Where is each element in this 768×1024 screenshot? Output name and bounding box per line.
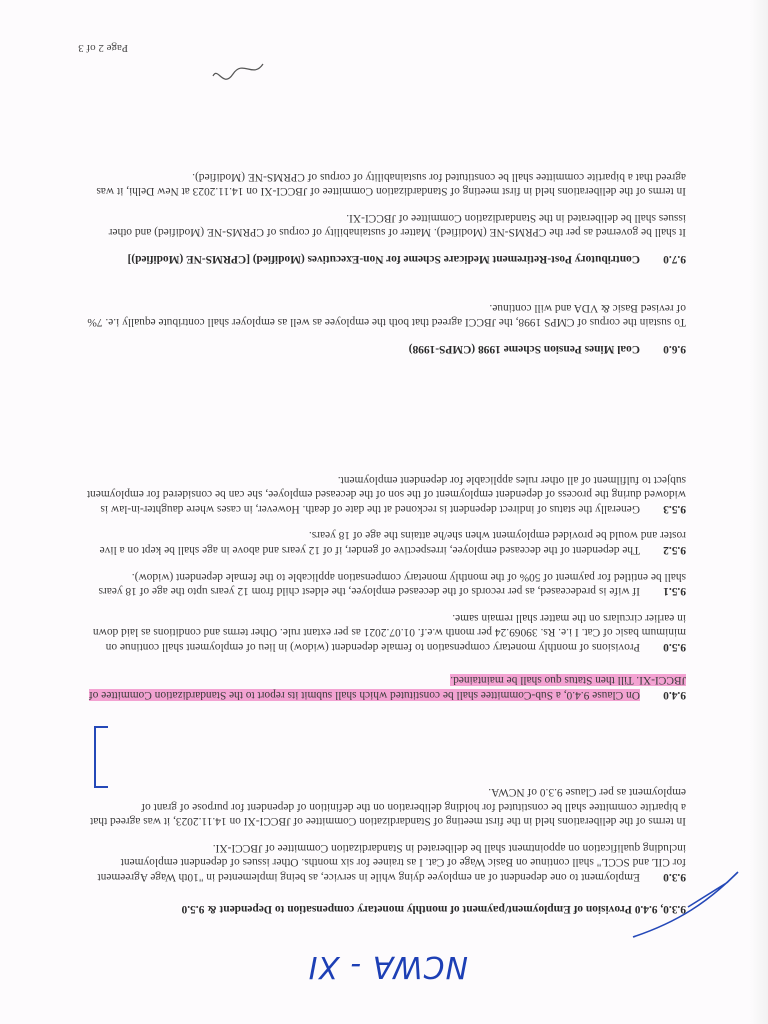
clause-number-960: 9.6.0 (663, 343, 686, 355)
paragraph-940 (86, 673, 686, 702)
clause-text-960: To sustain the corpus of CMPS 1998, the JBCCI agreed that both the employee as well as employer shall contribute equally i.e. 7% of revised Basic & VDA and will continue. (87, 301, 686, 329)
clause-number-930: 9.3.0 (663, 871, 686, 883)
clause-number-953: 9.5.3 (663, 502, 686, 515)
paragraph-970 (86, 210, 686, 239)
clause-text-970-b: In terms of the deliberations held in first meeting of Standardization Committee of JBCCI-XI on 14.11.2023 at New Delhi, it was agreed that a bipartite committee shall be constituted for sustainability of corpus of CPRMS-NE (Modified). (96, 170, 686, 198)
initials-mark (208, 54, 268, 84)
heading-text-930: 9.3.0, 9.4.0 Provision of Employment/payment of monthly monetary compensation to Dependent & 9.5.0 (181, 903, 686, 915)
clause-text-952: The dependent of the deceased employee, irrespective of gender, if of 12 years and above in age shall be kept on a live roster and would be provided employment when she/he attains the age of 18 years. (99, 529, 686, 557)
clause-text-951: If wife is predeceased, as per records of the deceased employee, the eldest child from 12 years upto the age of 18 years shall be entitled for payment of 50% of the monthly monetary compensation applicable to the female dependent (widow). (98, 570, 686, 598)
clause-number-940: 9.4.0 (663, 689, 686, 701)
section-940 (86, 661, 686, 702)
pen-bracket-mark (94, 726, 108, 788)
section-heading-930 (86, 901, 686, 916)
page-number: Page 2 of 3 (78, 42, 128, 54)
section-960 (86, 288, 686, 356)
paragraph-970-b (86, 169, 686, 198)
clause-text-970: It shall be governed as per the CPRMS-NE (Modified). Matter of sustainability of corpus of CPRMS-NE (Modified) and other issues shall be deliberated in the Standardization Committee of JBCCI-XI. (108, 211, 686, 239)
clause-text-950: Provisions of monthly monetary compensation to female dependent (widow) in lieu of employment shall continue on minimum basic of Cat. I i.e. Rs. 39069.24 per month w.e.f. 01.07.2021 as per extant rule. Other terms and conditions as laid down in earlier circulars on the matter shall remain same. (92, 611, 686, 653)
highlighted-clause-text-940: On Clause 9.4.0, a Sub-Committee shall be constituted which shall submit its report to the Standardization Committee of JBCCI-XI. Till then Status quo shall be maintained. (88, 674, 686, 701)
paragraph-953 (86, 472, 686, 516)
paragraph-960 (86, 300, 686, 329)
clause-number-970: 9.7.0 (663, 253, 686, 265)
paragraph-950 (86, 610, 686, 654)
heading-text-960: Coal Mines Pension Scheme 1998 (CMPS-1998) (408, 343, 640, 355)
paragraph-951 (86, 569, 686, 598)
paragraph-930-b (86, 784, 686, 828)
clause-number-951: 9.5.1 (663, 585, 686, 598)
clause-number-952: 9.5.2 (663, 544, 686, 557)
heading-960 (86, 341, 686, 356)
handwritten-ncwa-title: NCWA - XI (307, 949, 468, 984)
section-930 (86, 772, 686, 884)
heading-text-970: Contributory Post-Retirement Medicare Scheme for Non-Executives (Modified) [CPRMS-NE (Modified)] (127, 253, 640, 265)
section-970 (86, 157, 686, 266)
clause-text-953: Generally the status of indirect dependent is reckoned at the date of death. However, in cases where daughter-in-law is widowed during the process of dependent employment of the son of the deceased employee, she can be considered for employment subject to fulfilment of all other rules applicable for dependent employment. (86, 473, 686, 515)
clause-number-950: 9.5.0 (663, 641, 686, 653)
clause-text-930-b: In terms of the deliberations held in the first meeting of Standardization Committee of JBCCI-XI on 14.11.2023, it was agreed that a bipartite committee shall be constituted for holding deliberation on the definition of dependent for purpose of grant of employment as per Clause 9.3.0 of NCWA. (90, 786, 686, 828)
section-950 (86, 460, 686, 654)
paragraph-952 (86, 528, 686, 557)
heading-970 (86, 251, 686, 266)
paragraph-930 (86, 840, 686, 884)
clause-text-930: Employment to one dependent of an employee dying while in service, as being implemented in "10th Wage Agreement for CIL and SCCL" shall continue on Basic Wage of Cat. I as trainee for six months. Other issues of dependent employment including qualification on appointment shall be deliberated in Standardization Committee of JBCCI-XI. (97, 841, 686, 883)
